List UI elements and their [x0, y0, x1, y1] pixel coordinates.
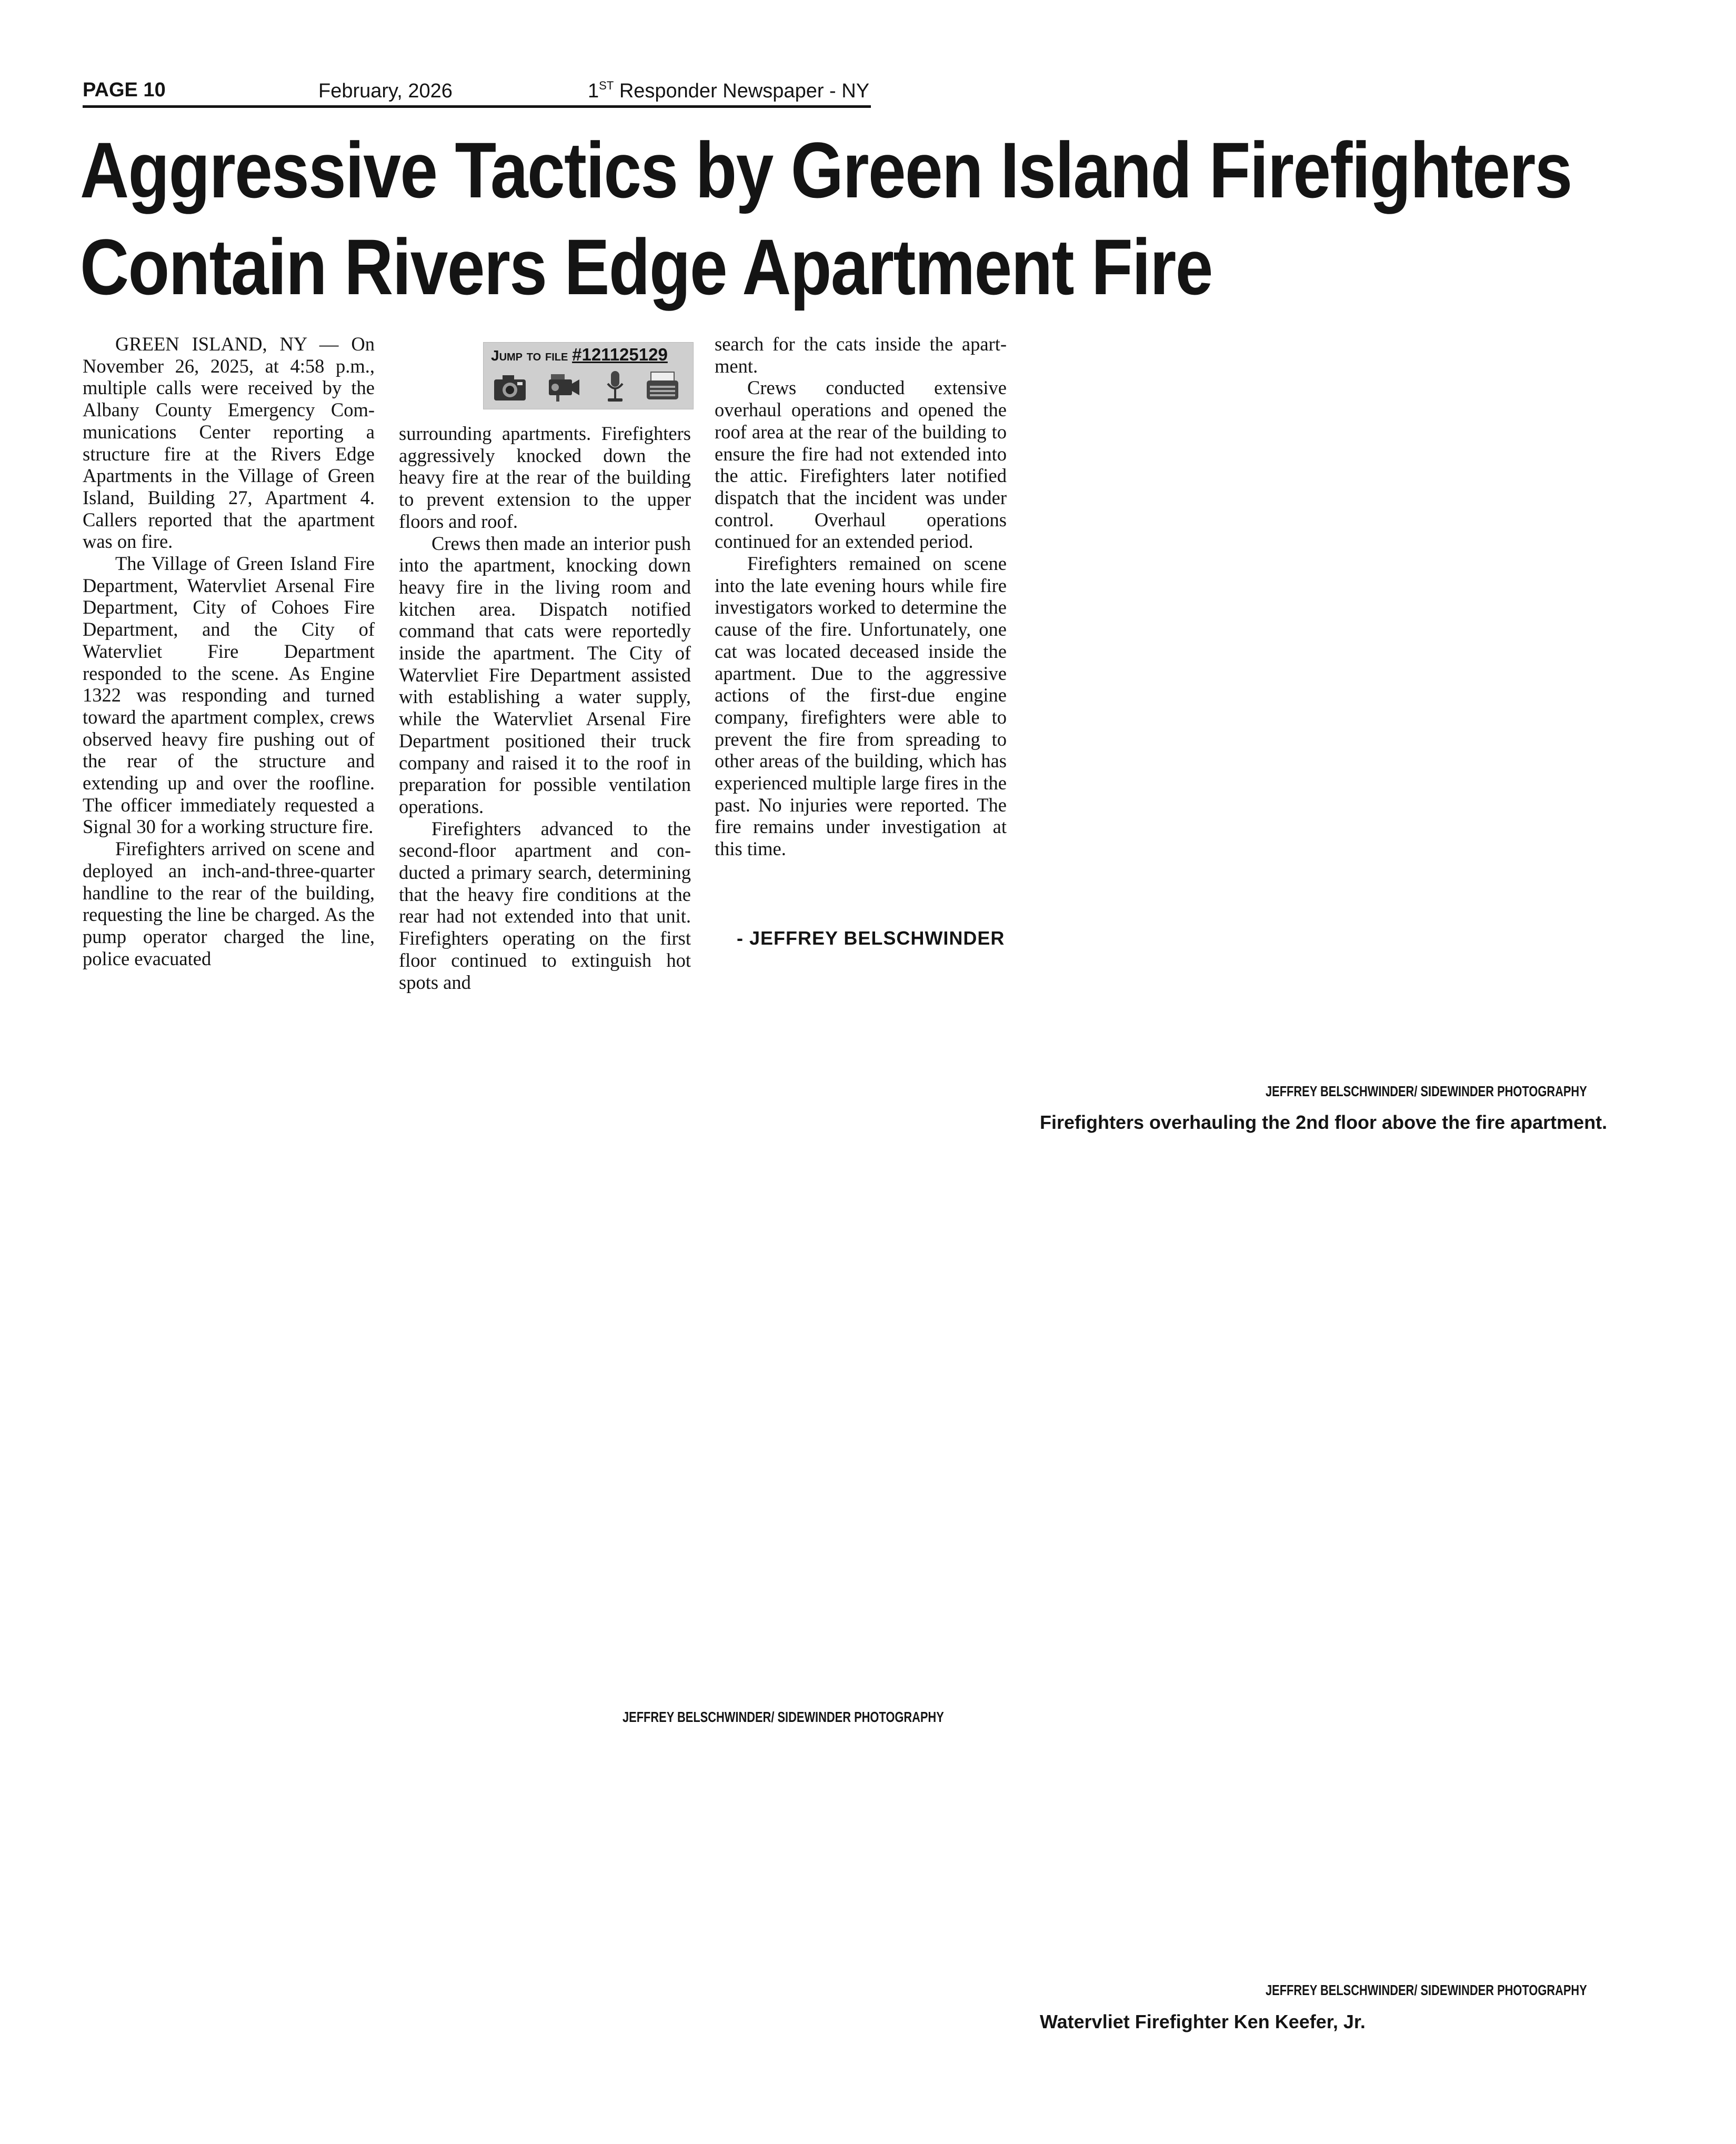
paragraph: search for the cats inside the apartment. [715, 333, 1007, 377]
article-column-1 [83, 333, 375, 969]
newspaper-name-suffix: Responder Newspaper - NY [614, 80, 870, 102]
jump-file-number[interactable]: #121125129 [572, 345, 668, 364]
photo-credit-2: JEFFREY BELSCHWINDER/ SIDEWINDER PHOTOGRAPHY [623, 1709, 944, 1725]
typewriter-icon [644, 368, 681, 405]
paragraph: GREEN ISLAND, NY — On November 26, 2025, at 4:58 p.m., multiple calls were received by the Albany County Emergency Communications Center reporting a structure fire at the Rivers Edge Apartments in the Village of Green Island, Building 27, Apartment 4. Callers reported that the apartment was on fire. [83, 333, 375, 553]
newspaper-name-prefix: 1 [588, 80, 599, 102]
microphone-icon [596, 368, 634, 405]
photo-credit-1: JEFFREY BELSCHWINDER/ SIDEWINDER PHOTOGRAPHY [1266, 1083, 1587, 1099]
jump-label-text: Jump to file [491, 347, 573, 364]
newspaper-name-superscript: ST [599, 79, 614, 92]
article-column-2 [399, 423, 691, 993]
paragraph: surrounding apartments. Firefighters aggressively knocked down the heavy fire at the rear of the building to prevent extension to the upper floors and roof. [399, 423, 691, 532]
camera-icon [491, 368, 529, 405]
paragraph: Firefighters remained on scene into the late evening hours while fire investigators worked to determine the cause of the fire. Unfortunately, one cat was located deceased inside the apartment. Due to the aggressive actions of the first-due engine company, firefighters were able to prevent the fire from spreading to other areas of the building, which has experienced multiple large fires in the past. No injuries were reported. The fire remains under investigation at this time. [715, 553, 1007, 860]
photo-caption-1: Firefighters overhauling the 2nd floor above the fire apartment. [1040, 1111, 1608, 1133]
newspaper-name [588, 80, 869, 103]
header-rule [83, 105, 871, 108]
paragraph: Crews then made an interior push into the apartment, knocking down heavy fire in the living room and kitchen area. Dispatch notified command that cats were reportedly inside the apartment. The City of Watervliet Fire Department assisted with establishing a water supply, while the Watervliet Arsenal Fire Department positioned their truck company and raised it to the roof in preparation for possible ventilation operations. [399, 532, 691, 817]
byline: - JEFFREY BELSCHWINDER [737, 927, 1005, 949]
jump-to-file-label [491, 345, 668, 365]
issue-date: February, 2026 [318, 80, 453, 102]
jump-to-file-box[interactable] [483, 342, 694, 409]
article-column-3 [715, 333, 1007, 860]
photo-credit-3: JEFFREY BELSCHWINDER/ SIDEWINDER PHOTOGRAPHY [1266, 1982, 1587, 1998]
page-number: PAGE 10 [83, 79, 166, 101]
paragraph: Crews conducted extensive overhaul operations and opened the roof area at the rear of the building to ensure the fire had not extended into the attic. Firefighters later notified dispatch that the incident was under control. Overhaul operations continued for an extended period. [715, 377, 1007, 553]
paragraph: Firefighters arrived on scene and deployed an inch-and-three-quarter handline to the rear of the building, requesting the line be charged. As the pump operator charged the line, police evacuated [83, 838, 375, 969]
paragraph: The Village of Green Island Fire Department, Watervliet Arsenal Fire Department, City of Cohoes Fire Department, and the City of Watervliet Fire Department responded to the scene. As Engine 1322 was responding and turned toward the apartment complex, crews observed heavy fire pushing out of the rear of the structure and extending up and over the roofline. The officer immediately requested a Signal 30 for a working structure fire. [83, 553, 375, 838]
photo-caption-2: Watervliet Firefighter Ken Keefer, Jr. [1040, 2011, 1366, 2032]
headline-line-2: Contain Rivers Edge Apartment Fire [80, 223, 1212, 311]
headline-line-1: Aggressive Tactics by Green Island Firefighters [80, 126, 1572, 214]
video-camera-icon [544, 368, 581, 405]
paragraph: Firefighters advanced to the second-floor apartment and conducted a primary search, determining that the heavy fire conditions at the rear had not extended into that unit. Firefighters operating on the first floor continued to extinguish hot spots and [399, 817, 691, 993]
